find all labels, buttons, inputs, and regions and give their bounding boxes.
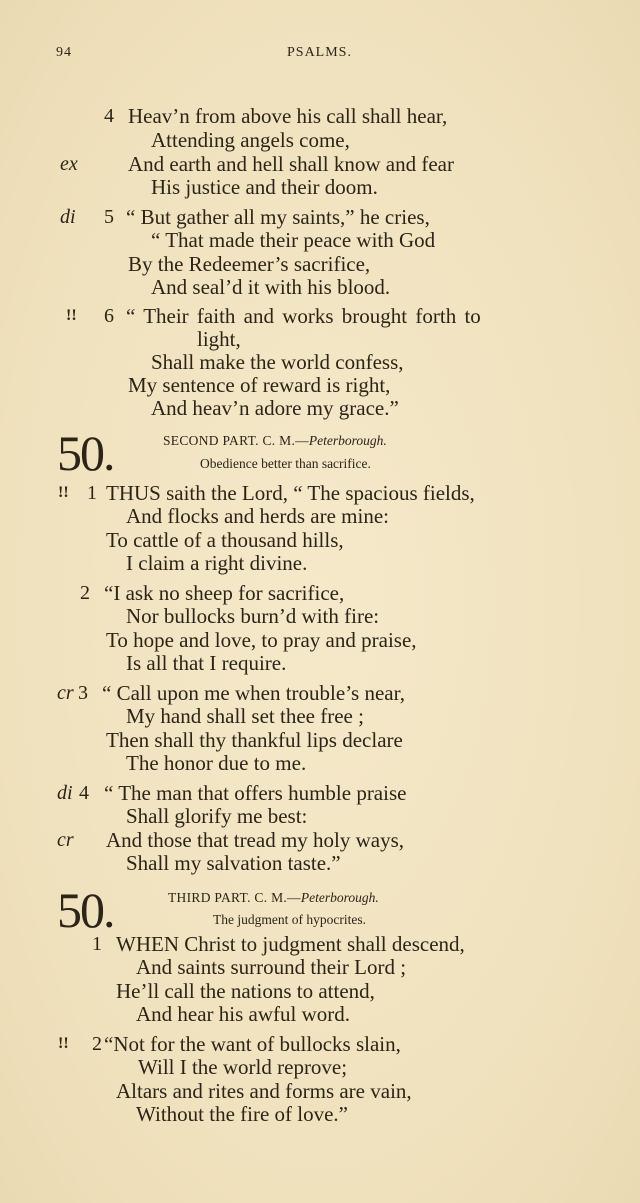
running-title: PSALMS. [287,45,352,60]
part-title [163,433,387,449]
page-number: 94 [56,45,72,60]
psalm-number: 50. [57,425,114,481]
part-subtitle: Obedience better than sacrifice. [200,456,371,471]
verse-line: And earth and hell shall know and fear [128,152,454,176]
verse-line: He’ll call the nations to attend, [116,979,375,1003]
verse-number: 5 [104,206,114,228]
verse-number: 1 [87,482,97,504]
verse-number: 4 [104,105,114,127]
verse-line: Shall glorify me best: [126,804,308,828]
verse-line: Will I the world reprove; [138,1055,348,1079]
verse-line: THUS saith the Lord, “ The spacious fields, [106,481,475,505]
verse-line: To hope and love, to pray and praise, [106,628,417,652]
verse-line: And heav’n adore my grace.” [151,396,399,420]
tune-name: Peterborough. [300,890,379,905]
verse-line: And hear his awful word. [136,1002,351,1026]
verse-line: Nor bullocks burn’d with fire: [126,604,380,628]
dynamic-mark: cr [57,682,74,704]
verse-line: “ But gather all my saints,” he cries, [126,205,430,229]
verse-line: “ Their faith and works brought forth to [126,304,481,328]
verse-line: Then shall thy thankful lips declare [106,728,403,752]
verse-line: “ The man that offers humble praise [104,781,407,805]
part-title [168,890,379,906]
verse-number: 3 [78,682,88,704]
dynamic-mark: ex [60,153,78,175]
verse-line: Heav’n from above his call shall hear, [128,104,448,128]
verse-number: 2 [92,1033,102,1055]
verse-line: WHEN Christ to judgment shall descend, [116,932,465,956]
verse-line: My sentence of reward is right, [128,373,391,397]
verse-line: Altars and rites and forms are vain, [116,1079,412,1103]
verse-line: By the Redeemer’s sacrifice, [128,252,371,276]
dynamic-mark: cr [57,829,74,851]
verse-line: My hand shall set thee free ; [126,704,364,728]
dynamic-mark: di [57,782,73,804]
part-title-text: THIRD PART. C. M.— [168,890,301,905]
verse-number: 6 [104,305,114,327]
verse-line: To cattle of a thousand hills, [106,528,344,552]
verse-line: “ Call upon me when trouble’s near, [102,681,405,705]
dynamic-mark: !! [58,1035,69,1052]
dynamic-mark: !! [58,484,69,501]
verse-line: light, [197,327,241,351]
verse-line: “ That made their peace with God [151,228,436,252]
verse-line: “I ask no sheep for sacrifice, [104,581,345,605]
verse-line: And saints surround their Lord ; [136,955,407,979]
part-subtitle: The judgment of hypocrites. [213,912,366,927]
dynamic-mark: !! [66,307,77,324]
verse-number: 4 [79,782,89,804]
tune-name: Peterborough. [308,433,387,448]
verse-number: 1 [92,933,102,955]
verse-line: I claim a right divine. [126,551,308,575]
verse-line: And those that tread my holy ways, [106,828,405,852]
part-title-text: SECOND PART. C. M.— [163,433,309,448]
dynamic-mark: di [60,206,76,228]
verse-line: Is all that I require. [126,651,287,675]
verse-line: Without the fire of love.” [136,1102,348,1126]
verse-line: The honor due to me. [126,751,307,775]
verse-line: Shall my salvation taste.” [126,851,341,875]
verse-line: Attending angels come, [151,128,350,152]
verse-line: His justice and their doom. [151,175,378,199]
verse-line: And flocks and herds are mine: [126,504,390,528]
psalm-number: 50. [57,882,114,938]
verse-line: Shall make the world confess, [151,350,404,374]
verse-line: And seal’d it with his blood. [151,275,391,299]
verse-number: 2 [80,582,90,604]
verse-line: “Not for the want of bullocks slain, [104,1032,401,1056]
